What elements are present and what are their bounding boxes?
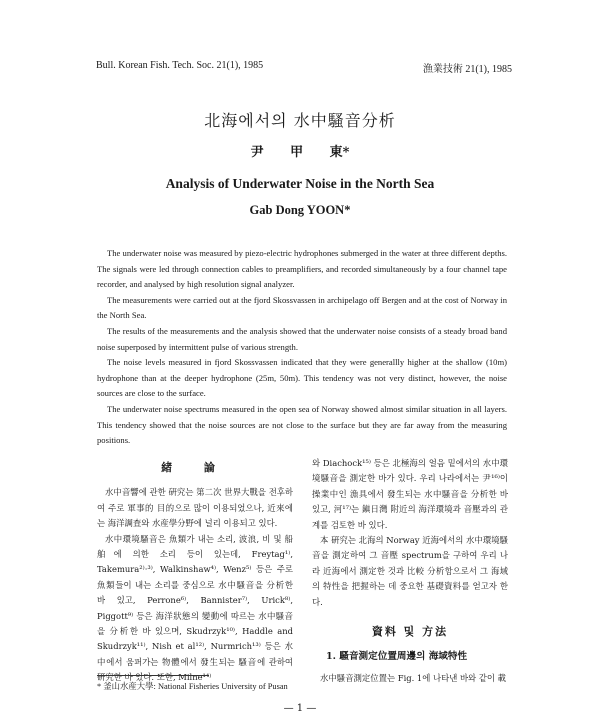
abstract-paragraph: The results of the measurements and the analysis showed that the underwater noise consists of a steady broad band noise superposed by intermittent pulse of various strength.	[97, 325, 507, 352]
paper-title-english: Analysis of Underwater Noise in the North Sea	[165, 176, 435, 191]
author-english: Gab Dong YOON*	[249, 203, 351, 217]
page-number: — 1 —	[283, 703, 317, 714]
paper-title-korean: 北海에서의 水中騷音分析	[204, 111, 396, 130]
body-paragraph: 水中環境騷音은 魚類가 내는 소리, 波浪, 비 및 船舶에 의한 소리 등이 있는데, Freytag¹⁾, Takemura²⁾·³⁾, Walkinshaw⁴⁾, Wenz⁵⁾ 등은 주로 魚類들이 내는 소리를 중심으로 水中騷音을 分析한 바 있고, Perrone⁶⁾, Bannister⁷⁾, Urick⁸⁾, Piggott⁹⁾ 등은 海洋狀態의 變動에 따르는 水中騷音을 分析한 바 있으며, Skudrzyk¹⁰⁾, Haddle and Skudrzyk¹¹⁾, Nish et al¹²⁾, Nurmrich¹³⁾ 등은 水中에서 움퍼가는 物體에서 發生되는 騷音에 관하여 硏究한 바 있다. 또한, Milne¹⁴⁾	[97, 533, 293, 683]
abstract	[97, 246, 507, 449]
section-heading-materials-methods: 資料 및 方法	[371, 625, 449, 639]
journal-header-right: 漁業技術 21(1), 1985	[422, 64, 512, 75]
left-column	[97, 458, 293, 686]
footnote-affiliation: * 釜山水産大學: National Fisheries University of Pusan	[97, 682, 288, 691]
body-paragraph: 水中騷音測定位置는 Fig. 1에 나타낸 바와 같이 載	[320, 672, 507, 683]
body-paragraph: 水中音響에 관한 硏究는 第二次 世界大戰을 전후하여 주로 軍事的 目的으로 많이 이용되었으나, 近來에는 海洋調査와 水産學分野에 널리 이용되고 있다.	[97, 487, 293, 529]
journal-header-left: Bull. Korean Fish. Tech. Soc. 21(1), 1985	[96, 60, 264, 71]
subsection-heading: 1. 騷音測定位置周邊의 海域特性	[326, 651, 468, 663]
author-korean: 尹 甲 東*	[250, 145, 350, 160]
body-paragraph: 本 硏究는 北海의 Norway 近海에서의 水中環境騷音을 測定하여 그 音壓 spectrum을 구하여 우리 나라 近海에서 測定한 것과 比較 分析함으로서 그 海域의 特性을 把握하는 데 중요한 基礎資料를 얻고자 한다.	[312, 535, 508, 607]
footnote-rule	[97, 675, 209, 676]
abstract-paragraph: The measurements were carried out at the fjord Skossvassen in archipelago off Bergen and at the cost of Norway in the North Sea.	[97, 294, 507, 321]
section-heading-introduction: 緒 論	[161, 461, 229, 474]
abstract-paragraph: The underwater noise spectrums measured in the open sea of Norway showed almost similar situation in all layers. This tendency showed that the noise sources are not close to the surface but they are far away from the measuring positions.	[97, 403, 507, 446]
abstract-paragraph: The underwater noise was measured by piezo-electric hydrophones submerged in the water at three different depths. The signals were led through connection cables to preamplifiers, and recorded simultaneously by a four channel tape recorder, and analysed by high resolution signal analyzer.	[97, 248, 507, 290]
right-column	[312, 456, 508, 686]
abstract-paragraph: The noise levels measured in fjord Skossvassen indicated that they were generallly higher at the shallow (10m) hydrophone than at the deeper hydrophone (25m, 50m). This tendency was not very distinct, however, the noise sources are close to the surface.	[97, 357, 507, 399]
body-paragraph-continued: 와 Diachock¹⁵⁾ 등은 北極海의 얼음 밑에서의 水中環境騷音을 測定한 바가 있다. 우리 나라에서는 尹¹⁶⁾이 操業中인 漁具에서 發生되는 水中騷音을 分析한 바 있고, 河¹⁷⁾는 鎭日灣 附近의 海洋環境과 音壓과의 관계를 검토한 바 있다.	[312, 458, 508, 530]
